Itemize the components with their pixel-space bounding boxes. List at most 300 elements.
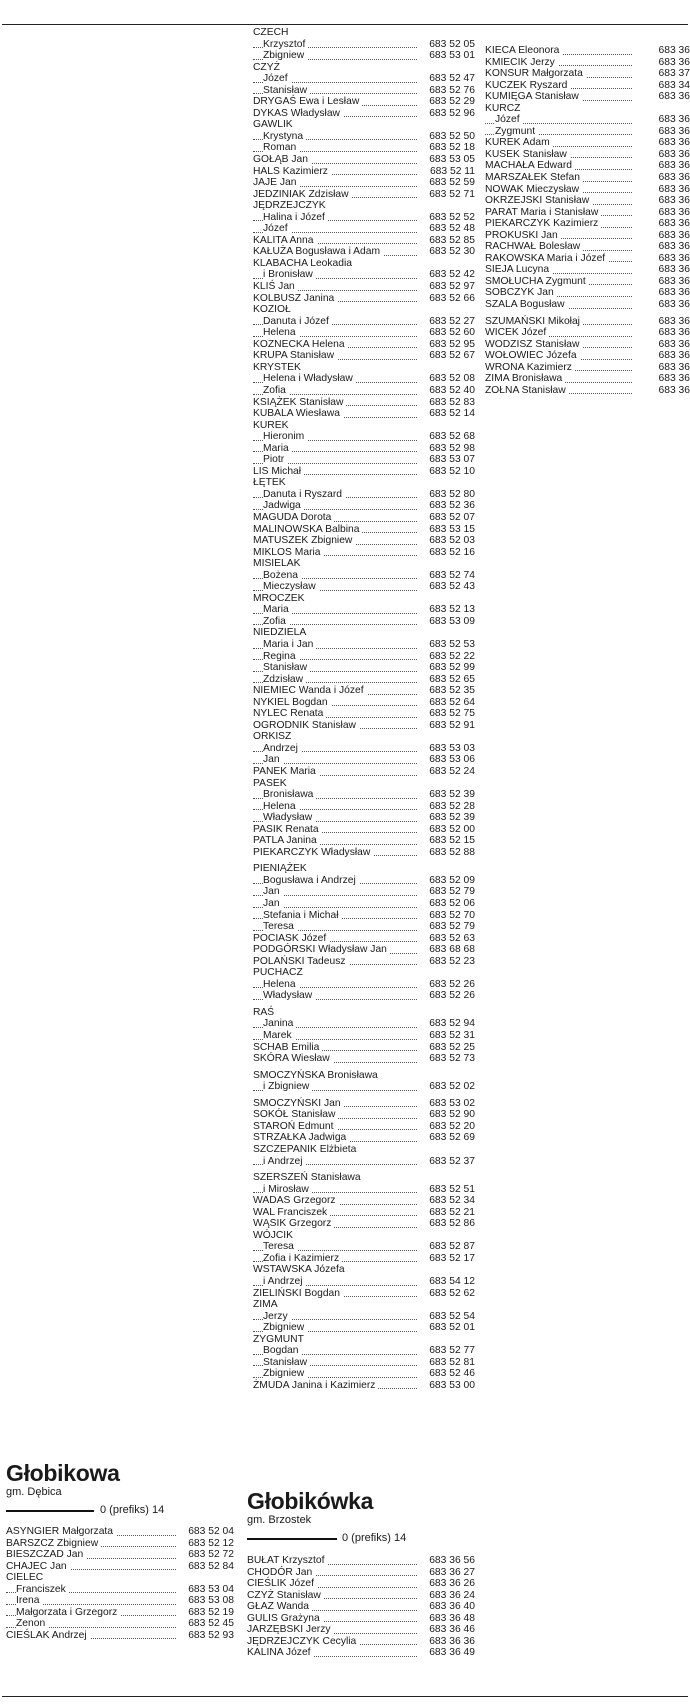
listing-entry	[485, 218, 690, 230]
entry-name: Bronisława	[263, 789, 316, 801]
entry-phone: 683 36	[634, 316, 690, 328]
entry-name: PODGÓRSKI Władysław Jan	[253, 944, 390, 956]
entry-name: Teresa	[263, 921, 297, 933]
entry-phone: 683 52 28	[419, 801, 475, 813]
entry-name: DRYGAŚ Ewa i Lesław	[253, 96, 362, 108]
entry-phone: 683 52 99	[419, 662, 475, 674]
entry-phone: 683 53 08	[178, 1595, 234, 1607]
entry-name: NYLEC Renata	[253, 708, 326, 720]
entry-phone: 683 52 62	[419, 1288, 475, 1300]
entry-name: NYKIEL Bogdan	[253, 697, 331, 709]
entry-phone: 683 52 76	[419, 85, 475, 97]
entry-name: MROCZEK	[253, 593, 308, 605]
entry-phone: 683 52 64	[419, 697, 475, 709]
entry-phone: 683 52 97	[419, 281, 475, 293]
entry-name: PASEK	[253, 778, 290, 790]
entry-phone: 683 52 45	[178, 1618, 234, 1630]
entry-name: WÓJCIK	[253, 1230, 296, 1242]
entry-phone: 683 36	[634, 241, 690, 253]
entry-phone: 683 52 02	[419, 1081, 475, 1093]
entry-name: KUBALA Wiesława	[253, 408, 343, 420]
entry-name: Jadwiga	[263, 500, 304, 512]
listing-entry	[253, 1218, 475, 1230]
entry-phone: 683 52 39	[419, 812, 475, 824]
entry-name: Jan	[263, 898, 283, 910]
entry-phone: 683 36 56	[419, 1555, 475, 1567]
entry-name: MIKLOS Maria	[253, 547, 324, 559]
entry-phone: 683 52 06	[419, 898, 475, 910]
entry-name: Krzysztof	[263, 39, 308, 51]
listing-entry	[253, 616, 475, 628]
entry-name: i Mirosław	[263, 1184, 312, 1196]
entry-name: MAGUDA Dorota	[253, 512, 334, 524]
bottom-rule	[2, 1696, 688, 1697]
prefix-line	[6, 1503, 234, 1517]
entry-phone: 683 36	[634, 385, 690, 397]
entry-name: KOLBUSZ Janina	[253, 293, 337, 305]
listing-entry	[253, 1288, 475, 1300]
entry-phone: 683 52 79	[419, 886, 475, 898]
entry-name: PASIK Renata	[253, 824, 322, 836]
town-title: Głobikówka	[247, 1488, 374, 1514]
town-title: Głobikowa	[6, 1460, 120, 1486]
entry-name: NIEMIEC Wanda i Józef	[253, 685, 367, 697]
entry-phone: 683 52 03	[419, 535, 475, 547]
listing-entry	[485, 253, 690, 265]
listing-entry	[253, 720, 475, 732]
entry-phone: 683 52 30	[419, 246, 475, 258]
entry-phone: 683 52 88	[419, 847, 475, 859]
entry-phone: 683 53 01	[419, 50, 475, 62]
entry-name: KSIĄŻEK Stanisław	[253, 397, 346, 409]
entry-name: Hieronim	[263, 431, 307, 443]
entry-name: OGRODNIK Stanisław	[253, 720, 359, 732]
entry-phone: 683 52 68	[419, 431, 475, 443]
entry-name: GOŁĄB Jan	[253, 154, 311, 166]
entry-phone: 683 52 15	[419, 835, 475, 847]
entry-phone: 683 52 22	[419, 651, 475, 663]
entry-name: ZIMA	[253, 1299, 281, 1311]
entry-phone: 683 52 48	[419, 223, 475, 235]
entry-name: CIEŚLIK Józef	[247, 1578, 317, 1590]
entry-name: BARSZCZ Zbigniew	[6, 1538, 101, 1550]
entry-name: Halina i Józef	[263, 212, 328, 224]
entry-name: ZIELIŃSKI Bogdan	[253, 1288, 343, 1300]
entry-phone: 683 52 14	[419, 408, 475, 420]
entry-phone: 683 52 63	[419, 933, 475, 945]
entry-phone: 683 36	[634, 45, 690, 57]
entry-phone: 683 52 34	[419, 1195, 475, 1207]
entry-phone: 683 34	[634, 80, 690, 92]
entry-phone: 683 53 07	[419, 454, 475, 466]
entry-phone: 683 52 07	[419, 512, 475, 524]
entry-phone: 683 52 72	[178, 1549, 234, 1561]
entry-phone: 683 52 31	[419, 1030, 475, 1042]
entry-name: ZYGMUNT	[253, 1334, 307, 1346]
entry-name: Zofia i Kazimierz	[263, 1253, 342, 1265]
entry-phone: 683 36 26	[419, 1578, 475, 1590]
entry-name: KOZIOŁ	[253, 304, 294, 316]
entry-name: ASYNGIER Małgorzata	[6, 1526, 116, 1538]
listing-entry	[253, 766, 475, 778]
entry-name: Józef	[263, 223, 291, 235]
entry-phone: 683 52 80	[419, 489, 475, 501]
entry-phone: 683 36	[634, 218, 690, 230]
entry-phone: 683 52 27	[419, 316, 475, 328]
entry-phone: 683 36	[634, 264, 690, 276]
entry-name: Zdzisław	[263, 674, 306, 686]
entry-phone: 683 52 85	[419, 235, 475, 247]
prefix-line	[247, 1531, 475, 1545]
listing-entry	[253, 847, 475, 859]
entry-name: MARSZAŁEK Stefan	[485, 172, 583, 184]
entry-phone: 683 53 09	[419, 616, 475, 628]
entry-name: WRONA Kazimierz	[485, 362, 575, 374]
entry-name: Władysław	[263, 812, 315, 824]
entry-phone: 683 53 03	[419, 743, 475, 755]
entry-name: Zbigniew	[263, 50, 307, 62]
entry-name: Bogdan	[263, 1345, 302, 1357]
entry-name: PROKUSKI Jan	[485, 230, 561, 242]
entry-name: WĄSIK Grzegorz	[253, 1218, 334, 1230]
entry-name: CHAJEC Jan	[6, 1561, 70, 1573]
entry-name: KIECA Eleonora	[485, 45, 562, 57]
entry-phone: 683 52 19	[178, 1607, 234, 1619]
entry-name: Mieczysław	[263, 581, 319, 593]
entry-name: Bogusława i Andrzej	[263, 875, 359, 887]
entry-phone: 683 52 11	[419, 166, 475, 178]
entry-phone: 683 52 29	[419, 96, 475, 108]
entry-phone: 683 52 54	[419, 1311, 475, 1323]
entry-phone: 683 52 12	[178, 1538, 234, 1550]
listing-entry	[247, 1647, 475, 1659]
entry-name: Jan	[263, 754, 283, 766]
entry-name: Zofia	[263, 385, 289, 397]
entry-name: Helena i Władysław	[263, 373, 356, 385]
listing-entry	[253, 1053, 475, 1065]
entry-name: Franciszek	[16, 1584, 69, 1596]
entry-phone: 683 52 09	[419, 875, 475, 887]
entry-name: Zbigniew	[263, 1322, 307, 1334]
listing-entry	[253, 1156, 475, 1168]
listing-entry	[253, 50, 475, 62]
entry-name: SZCZEPANIK Elżbieta	[253, 1144, 359, 1156]
entry-name: Stanisław	[263, 1357, 310, 1369]
entry-name: WOŁOWIEC Józefa	[485, 350, 580, 362]
entry-phone: 683 52 25	[419, 1042, 475, 1054]
prefix-text: 0 (prefiks) 14	[100, 1504, 165, 1516]
listing-entry	[485, 299, 690, 311]
entry-name: JARZĘBSKI Jerzy	[247, 1624, 334, 1636]
entry-name: Krystyna	[263, 131, 306, 143]
listing-entry	[253, 581, 475, 593]
entry-phone: 683 52 40	[419, 385, 475, 397]
entry-name: CZYŻ Stanisław	[247, 1590, 324, 1602]
entry-name: HALS Kazimierz	[253, 166, 331, 178]
listing-entry	[253, 466, 475, 478]
entry-phone: 683 36	[634, 287, 690, 299]
listing-entry	[253, 547, 475, 559]
entry-name: KMIECIK Jerzy	[485, 57, 558, 69]
entry-name: Helena	[263, 327, 299, 339]
entry-name: KUREK Adam	[485, 137, 553, 149]
entry-name: i Bronisław	[263, 269, 316, 281]
entry-name: Teresa	[263, 1241, 297, 1253]
entry-phone: 683 36 46	[419, 1624, 475, 1636]
entry-name: BIESZCZAD Jan	[6, 1549, 86, 1561]
entry-name: SCHAB Emilia	[253, 1042, 322, 1054]
entry-name: Maria i Jan	[263, 639, 316, 651]
entry-phone: 683 52 87	[419, 1241, 475, 1253]
entry-name: CZYŻ	[253, 62, 283, 74]
entry-phone: 683 36	[634, 230, 690, 242]
entry-name: SZALA Bogusław	[485, 299, 568, 311]
entry-phone: 683 36	[634, 137, 690, 149]
entry-phone: 683 36	[634, 57, 690, 69]
entry-name: Janina	[263, 1018, 296, 1030]
entry-phone: 683 53 02	[419, 1098, 475, 1110]
entry-name: Helena	[263, 801, 299, 813]
entry-name: GULIS Grażyna	[247, 1613, 323, 1625]
entry-phone: 683 52 42	[419, 269, 475, 281]
entry-phone: 683 52 96	[419, 108, 475, 120]
entry-name: KRUPA Stanisław	[253, 350, 337, 362]
entry-name: i Andrzej	[263, 1276, 306, 1288]
listing-column-middle	[253, 27, 475, 1391]
entry-phone: 683 36	[634, 373, 690, 385]
entry-name: Stefania i Michał	[263, 910, 342, 922]
listing-entry	[6, 1561, 234, 1573]
entry-phone: 683 52 24	[419, 766, 475, 778]
entry-name: LIS Michał	[253, 466, 304, 478]
listing-column-right	[485, 45, 690, 396]
entry-phone: 683 36	[634, 350, 690, 362]
entry-name: Zofia	[263, 616, 289, 628]
entry-name: SMOCZYŃSKA Bronisława	[253, 1070, 381, 1082]
listing-entry	[253, 350, 475, 362]
entry-phone: 683 52 04	[178, 1526, 234, 1538]
entry-phone: 683 53 05	[419, 154, 475, 166]
prefix-text: 0 (prefiks) 14	[342, 1532, 407, 1544]
prefix-bar	[6, 1510, 94, 1512]
entry-phone: 683 52 37	[419, 1156, 475, 1168]
entry-phone: 683 52 66	[419, 293, 475, 305]
town-gmina: gm. Brzostek	[247, 1514, 312, 1526]
entry-name: Zbigniew	[263, 1368, 307, 1380]
entry-phone: 683 52 52	[419, 212, 475, 224]
entry-name: Marek	[263, 1030, 295, 1042]
entry-name: KLIŚ Jan	[253, 281, 298, 293]
entry-phone: 683 36	[634, 160, 690, 172]
entry-name: WADAS Grzegorz	[253, 1195, 339, 1207]
entry-name: Zenon	[16, 1618, 48, 1630]
entry-name: SZUMAŃSKI Mikołaj	[485, 316, 583, 328]
entry-phone: 683 52 98	[419, 443, 475, 455]
entry-phone: 683 52 35	[419, 685, 475, 697]
listing-entry	[6, 1607, 234, 1619]
entry-phone: 683 36 36	[419, 1636, 475, 1648]
entry-phone: 683 52 20	[419, 1121, 475, 1133]
listing-entry	[253, 1132, 475, 1144]
town-gmina: gm. Dębica	[6, 1486, 62, 1498]
entry-phone: 683 52 26	[419, 990, 475, 1002]
entry-name: OKRZEJSKI Stanisław	[485, 195, 592, 207]
entry-name: KUCZEK Ryszard	[485, 80, 570, 92]
entry-phone: 683 52 69	[419, 1132, 475, 1144]
listing-entry	[6, 1630, 234, 1642]
listing-entry	[253, 685, 475, 697]
entry-phone: 683 52 23	[419, 956, 475, 968]
entry-phone: 683 52 26	[419, 979, 475, 991]
entry-phone: 683 36	[634, 362, 690, 374]
entry-name: KLABACHA Leokadia	[253, 258, 355, 270]
entry-name: i Zbigniew	[263, 1081, 312, 1093]
entry-phone: 683 52 81	[419, 1357, 475, 1369]
entry-name: PANEK Maria	[253, 766, 319, 778]
town-listing	[247, 1555, 475, 1659]
entry-name: WICEK Józef	[485, 327, 549, 339]
entry-phone: 683 52 13	[419, 604, 475, 616]
entry-name: PIEKARCZYK Kazimierz	[485, 218, 601, 230]
entry-name: PATLA Janina	[253, 835, 320, 847]
listing-entry	[253, 108, 475, 120]
entry-name: POLAŃSKI Tadeusz	[253, 956, 349, 968]
listing-entry	[253, 293, 475, 305]
listing-entry	[253, 990, 475, 1002]
entry-phone: 683 52 77	[419, 1345, 475, 1357]
listing-entry	[253, 1380, 475, 1392]
entry-name: Danuta i Ryszard	[263, 489, 345, 501]
entry-name: Piotr	[263, 454, 287, 466]
prefix-bar	[247, 1538, 337, 1540]
entry-name: Bożena	[263, 570, 301, 582]
entry-name: i Andrzej	[263, 1156, 306, 1168]
entry-name: GŁAZ Wanda	[247, 1601, 312, 1613]
entry-phone: 683 68 68	[419, 944, 475, 956]
entry-phone: 683 36	[634, 149, 690, 161]
town-listing	[6, 1526, 234, 1641]
entry-phone: 683 36	[634, 184, 690, 196]
entry-name: SKÓRA Wiesław	[253, 1053, 333, 1065]
entry-phone: 683 52 84	[178, 1561, 234, 1573]
listing-entry	[485, 276, 690, 288]
entry-phone: 683 52 93	[178, 1630, 234, 1642]
entry-phone: 683 52 51	[419, 1184, 475, 1196]
entry-name: SMOCZYŃSKI Jan	[253, 1098, 344, 1110]
entry-name: CZECH	[253, 27, 291, 39]
entry-name: KUSEK Stanisław	[485, 149, 570, 161]
entry-name: BUŁAT Krzysztof	[247, 1555, 327, 1567]
entry-name: KRYSTEK	[253, 362, 304, 374]
entry-name: RAŚ	[253, 1007, 277, 1019]
listing-entry	[253, 1081, 475, 1093]
entry-phone: 683 52 39	[419, 789, 475, 801]
entry-phone: 683 52 50	[419, 131, 475, 143]
entry-name: MACHAŁA Edward	[485, 160, 575, 172]
entry-phone: 683 52 05	[419, 39, 475, 51]
entry-phone: 683 36	[634, 276, 690, 288]
entry-name: JĘDRZEJCZYK Cecylia	[247, 1636, 359, 1648]
entry-phone: 683 52 21	[419, 1207, 475, 1219]
entry-name: KUREK	[253, 420, 291, 432]
entry-name: SMOŁUCHA Zygmunt	[485, 276, 589, 288]
entry-phone: 683 53 00	[419, 1380, 475, 1392]
entry-phone: 683 52 83	[419, 397, 475, 409]
entry-phone: 683 36 24	[419, 1590, 475, 1602]
entry-name: Władysław	[263, 990, 315, 1002]
entry-name: KUMIĘGA Stanisław	[485, 91, 582, 103]
entry-name: Maria	[263, 604, 292, 616]
entry-phone: 683 36	[634, 327, 690, 339]
entry-name: CIELEC	[6, 1572, 46, 1584]
entry-name: Danuta i Józef	[263, 316, 332, 328]
listing-entry	[253, 246, 475, 258]
entry-name: KOZNECKA Helena	[253, 339, 348, 351]
entry-phone: 683 36	[634, 299, 690, 311]
top-rule	[2, 24, 688, 25]
listing-entry	[253, 1322, 475, 1334]
entry-phone: 683 52 46	[419, 1368, 475, 1380]
entry-name: WODZISZ Stanisław	[485, 339, 582, 351]
entry-name: ZIMA Bronisława	[485, 373, 565, 385]
entry-phone: 683 52 71	[419, 189, 475, 201]
entry-name: PARAT Maria i Stanisław	[485, 207, 601, 219]
listing-entry	[485, 385, 690, 397]
entry-name: DYKAS Władysław	[253, 108, 343, 120]
entry-name: JEDZINIAK Zdzisław	[253, 189, 352, 201]
entry-phone: 683 36 27	[419, 1567, 475, 1579]
entry-name: ZOŁNA Stanisław	[485, 385, 569, 397]
entry-phone: 683 37	[634, 68, 690, 80]
entry-name: Zygmunt	[495, 126, 538, 138]
entry-phone: 683 52 86	[419, 1218, 475, 1230]
entry-phone: 683 36 49	[419, 1647, 475, 1659]
entry-name: NOWAK Mieczysław	[485, 184, 582, 196]
entry-phone: 683 52 01	[419, 1322, 475, 1334]
entry-phone: 683 52 70	[419, 910, 475, 922]
entry-phone: 683 52 73	[419, 1053, 475, 1065]
entry-name: Regina	[263, 651, 299, 663]
entry-phone: 683 52 36	[419, 500, 475, 512]
entry-name: Roman	[263, 142, 299, 154]
listing-entry	[485, 207, 690, 219]
listing-surname-heading	[253, 1070, 475, 1082]
entry-phone: 683 52 00	[419, 824, 475, 836]
town-section-globikowka	[247, 1488, 475, 1659]
entry-name: POCIASK Józef	[253, 933, 329, 945]
entry-phone: 683 53 06	[419, 754, 475, 766]
entry-phone: 683 52 95	[419, 339, 475, 351]
entry-name: SZERSZEŃ Stanisława	[253, 1172, 364, 1184]
entry-name: PUCHACZ	[253, 967, 306, 979]
entry-phone: 683 52 90	[419, 1109, 475, 1121]
listing-entry	[485, 91, 690, 103]
entry-phone: 683 36	[634, 195, 690, 207]
entry-phone: 683 52 10	[419, 466, 475, 478]
entry-name: SIEJA Lucyna	[485, 264, 552, 276]
entry-name: ŻMUDA Janina i Kazimierz	[253, 1380, 378, 1392]
entry-name: CHODÓR Jan	[247, 1567, 315, 1579]
entry-phone: 683 52 60	[419, 327, 475, 339]
entry-name: Józef	[263, 73, 291, 85]
entry-phone: 683 52 65	[419, 674, 475, 686]
entry-phone: 683 36	[634, 253, 690, 265]
entry-phone: 683 52 94	[419, 1018, 475, 1030]
entry-name: Stanisław	[263, 85, 310, 97]
entry-name: WAL Franciszek	[253, 1207, 330, 1219]
entry-name: Stanisław	[263, 662, 310, 674]
entry-name: NIEDZIELA	[253, 627, 309, 639]
